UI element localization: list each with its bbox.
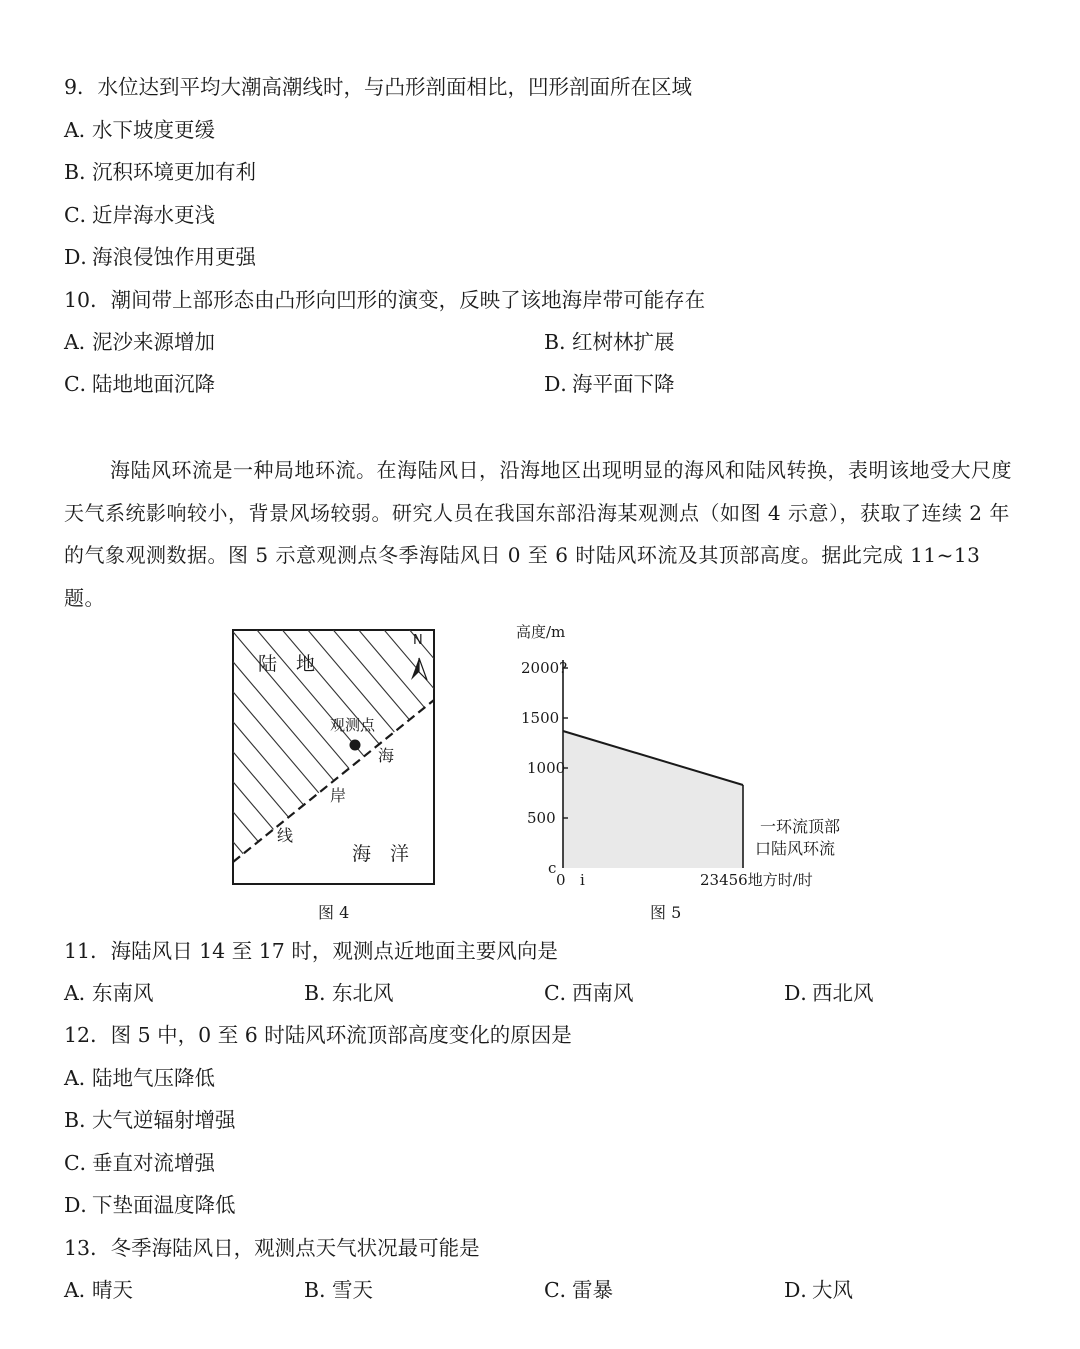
q10-option-c[interactable]: C．陆地地面沉降 [64,372,215,396]
y-tick-label: c [548,859,557,877]
q13-option-d[interactable]: D．大风 [784,1278,853,1302]
q9-option-b[interactable]: B．沉积环境更加有利 [64,160,256,184]
station-label: 观测点 [330,716,376,734]
q9-option-d[interactable]: D．海浪侵蚀作用更强 [64,245,256,269]
figure-5-caption: 图 5 [650,903,682,922]
q11-option-b[interactable]: B．东北风 [304,981,394,1005]
q9-option-c[interactable]: C．近岸海水更浅 [64,203,215,227]
q10-stem: 10．潮间带上部形态由凸形向凹形的演变，反映了该地海岸带可能存在 [64,288,706,312]
coast-char-3: 线 [277,826,294,845]
q9-option-a[interactable]: A．水下坡度更缓 [64,118,215,142]
legend-area: 口陆风环流 [755,839,836,858]
x-tick-0: 0 [556,871,566,889]
q13-option-c[interactable]: C．雷暴 [544,1278,613,1302]
y-tick-label: 2000? [521,659,568,677]
q11-stem: 11．海陆风日 14 至 17 时，观测点近地面主要风向是 [64,939,558,963]
x-axis-label: 23456地方时/时 [700,871,813,889]
figure-4-caption: 图 4 [318,903,350,922]
q10-option-b[interactable]: B．红树林扩展 [544,330,675,354]
north-label: N [413,633,423,648]
q12-option-d[interactable]: D．下垫面温度降低 [64,1193,236,1217]
q12-option-a[interactable]: A．陆地气压降低 [64,1066,215,1090]
q11-option-c[interactable]: C．西南风 [544,981,634,1005]
y-tick-label: 1500 [521,709,560,727]
q10-option-a[interactable]: A．泥沙来源增加 [64,330,215,354]
q12-stem: 12．图 5 中，0 至 6 时陆风环流顶部高度变化的原因是 [64,1023,572,1047]
land-breeze-area [563,731,743,868]
land-label: 陆 地 [258,653,316,675]
legend-top-line: 一环流顶部 [760,817,841,836]
ocean-label: 海 洋 [352,843,410,865]
q12-option-c[interactable]: C．垂直对流增强 [64,1151,215,1175]
x-tick-1: i [580,871,585,889]
y-axis-label: 高度/m [516,623,566,641]
q11-option-a[interactable]: A．东南风 [64,981,154,1005]
passage: 海陆风环流是一种局地环流。在海陆风日，沿海地区出现明显的海风和陆风转换，表明该地受大尺度天气系统影响较小，背景风场较弱。研究人员在我国东部沿海某观测点（如图 4 示意），获取了连续 2 年的气象观测数据。图 5 示意观测点冬季海陆风日 0 至 6 时陆风环流及其顶部高度。据此完成 11~13 题。 [64,458,1012,610]
q12-option-b[interactable]: B．大气逆辐射增强 [64,1108,236,1132]
y-tick-label: 500 [527,809,556,827]
q13-option-b[interactable]: B．雪天 [304,1278,373,1302]
q13-stem: 13．冬季海陆风日，观测点天气状况最可能是 [64,1236,480,1260]
q13-option-a[interactable]: A．晴天 [64,1278,133,1302]
coast-char-2: 岸 [330,786,347,805]
q11-option-d[interactable]: D．西北风 [784,981,874,1005]
q9-stem: 9．水位达到平均大潮高潮线时，与凸形剖面相比，凹形剖面所在区域 [64,75,693,99]
q10-option-d[interactable]: D．海平面下降 [544,372,675,396]
y-tick-label: 1000 [527,759,566,777]
coast-char-1: 海 [378,746,395,765]
